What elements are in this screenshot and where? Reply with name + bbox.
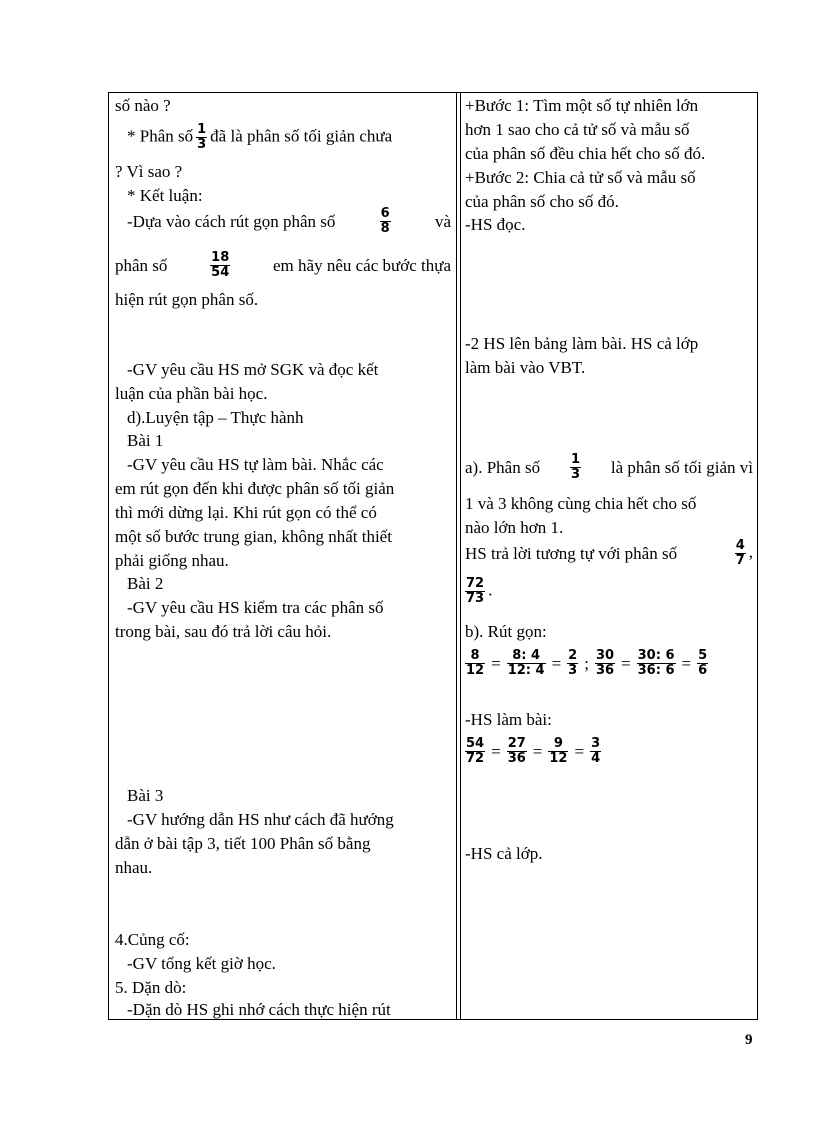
left-line: -GV yêu cầu HS kiểm tra các phân số xyxy=(127,598,384,617)
fraction: $\frac{1}{3}$ xyxy=(570,452,580,482)
right-line: -2 HS lên bảng làm bài. HS cả lớp xyxy=(465,334,699,353)
left-line: Bài 2 xyxy=(127,574,164,593)
fraction: $\frac{1}{3}$ xyxy=(197,122,207,152)
fraction: $\frac{72}{73}$ xyxy=(466,576,485,606)
right-line: -HS làm bài: xyxy=(465,710,552,729)
right-line: làm bài vào VBT. xyxy=(465,358,586,377)
page-number: 9 xyxy=(745,1032,753,1048)
left-line: 4.Củng cố: xyxy=(115,930,190,949)
fraction: $\frac{4}{7}$ xyxy=(735,538,745,568)
left-line: -Dựa vào cách rút gọn phân số $\frac{6}{8}$ và xyxy=(127,206,451,236)
left-line: -GV hướng dẫn HS như cách đã hướng xyxy=(127,810,394,829)
right-line: $\frac{72}{73}$ . xyxy=(466,576,493,606)
right-line: HS trả lời tương tự với phân số $\frac{4}{7}$ , xyxy=(465,538,753,568)
right-line: của phân số đều chia hết cho số đó. xyxy=(465,144,706,163)
left-line: thì mới dừng lại. Khi rút gọn có thể có xyxy=(115,503,377,522)
right-line: nào lớn hơn 1. xyxy=(465,518,564,537)
left-line: Bài 1 xyxy=(127,431,164,450)
left-line: 5. Dặn dò: xyxy=(115,978,187,997)
column-divider xyxy=(456,93,457,1019)
right-line: -HS cả lớp. xyxy=(465,844,543,863)
left-line: em rút gọn đến khi được phân số tối giản xyxy=(115,479,395,498)
left-line: -GV tổng kết giờ học. xyxy=(127,954,276,973)
left-line: một số bước trung gian, không nhất thiết xyxy=(115,527,392,546)
column-divider-inner xyxy=(460,93,461,1019)
left-line: * Kết luận: xyxy=(127,186,203,205)
fraction: $\frac{6}{8}$ xyxy=(380,206,390,236)
equation-line: $\frac{54}{72}$ = $\frac{27}{36}$ = $\frac{9}{12}$ = $\frac{3}{4}$ xyxy=(466,736,601,766)
left-line: -GV yêu cầu HS mở SGK và đọc kết xyxy=(127,360,379,379)
right-line: +Bước 2: Chia cả tử số và mẫu số xyxy=(465,168,696,187)
left-line: d).Luyện tập – Thực hành xyxy=(127,408,304,427)
left-line: trong bài, sau đó trả lời câu hỏi. xyxy=(115,622,332,641)
left-line: phân số $\frac{18}{54}$ em hãy nêu các bước thựa xyxy=(115,250,451,280)
right-line: của phân số cho số đó. xyxy=(465,192,619,211)
left-line: dẫn ở bài tập 3, tiết 100 Phân số bằng xyxy=(115,834,371,853)
left-line: luận của phần bài học. xyxy=(115,384,268,403)
left-line: -GV yêu cầu HS tự làm bài. Nhắc các xyxy=(127,455,384,474)
left-line: nhau. xyxy=(115,858,153,877)
left-line: số nào ? xyxy=(115,96,171,115)
left-line: * Phân số $\frac{1}{3}$ đã là phân số tối giản chưa xyxy=(127,122,393,152)
right-line: a). Phân số $\frac{1}{3}$ là phân số tối giản vì xyxy=(465,452,753,482)
right-line: hơn 1 sao cho cả tử số và mẫu số xyxy=(465,120,690,139)
left-line: Bài 3 xyxy=(127,786,164,805)
equation-line: $\frac{8}{12}$ = $\frac{8: 4}{12: 4}$ = $\frac{2}{3}$ ; $\frac{30}{36}$ = $\frac{30: 6}{36: 6}$ = $\frac{5}{6}$ xyxy=(466,648,708,678)
left-line: phải giống nhau. xyxy=(115,551,229,570)
right-line: 1 và 3 không cùng chia hết cho số xyxy=(465,494,697,513)
right-line: -HS đọc. xyxy=(465,215,526,234)
right-line: b). Rút gọn: xyxy=(465,622,547,641)
lesson-table xyxy=(108,92,758,1020)
left-line: -Dặn dò HS ghi nhớ cách thực hiện rút xyxy=(127,1000,391,1019)
right-line: +Bước 1: Tìm một số tự nhiên lớn xyxy=(465,96,699,115)
fraction: $\frac{18}{54}$ xyxy=(211,250,230,280)
left-line: ? Vì sao ? xyxy=(115,162,183,181)
left-line: hiện rút gọn phân số. xyxy=(115,290,259,309)
